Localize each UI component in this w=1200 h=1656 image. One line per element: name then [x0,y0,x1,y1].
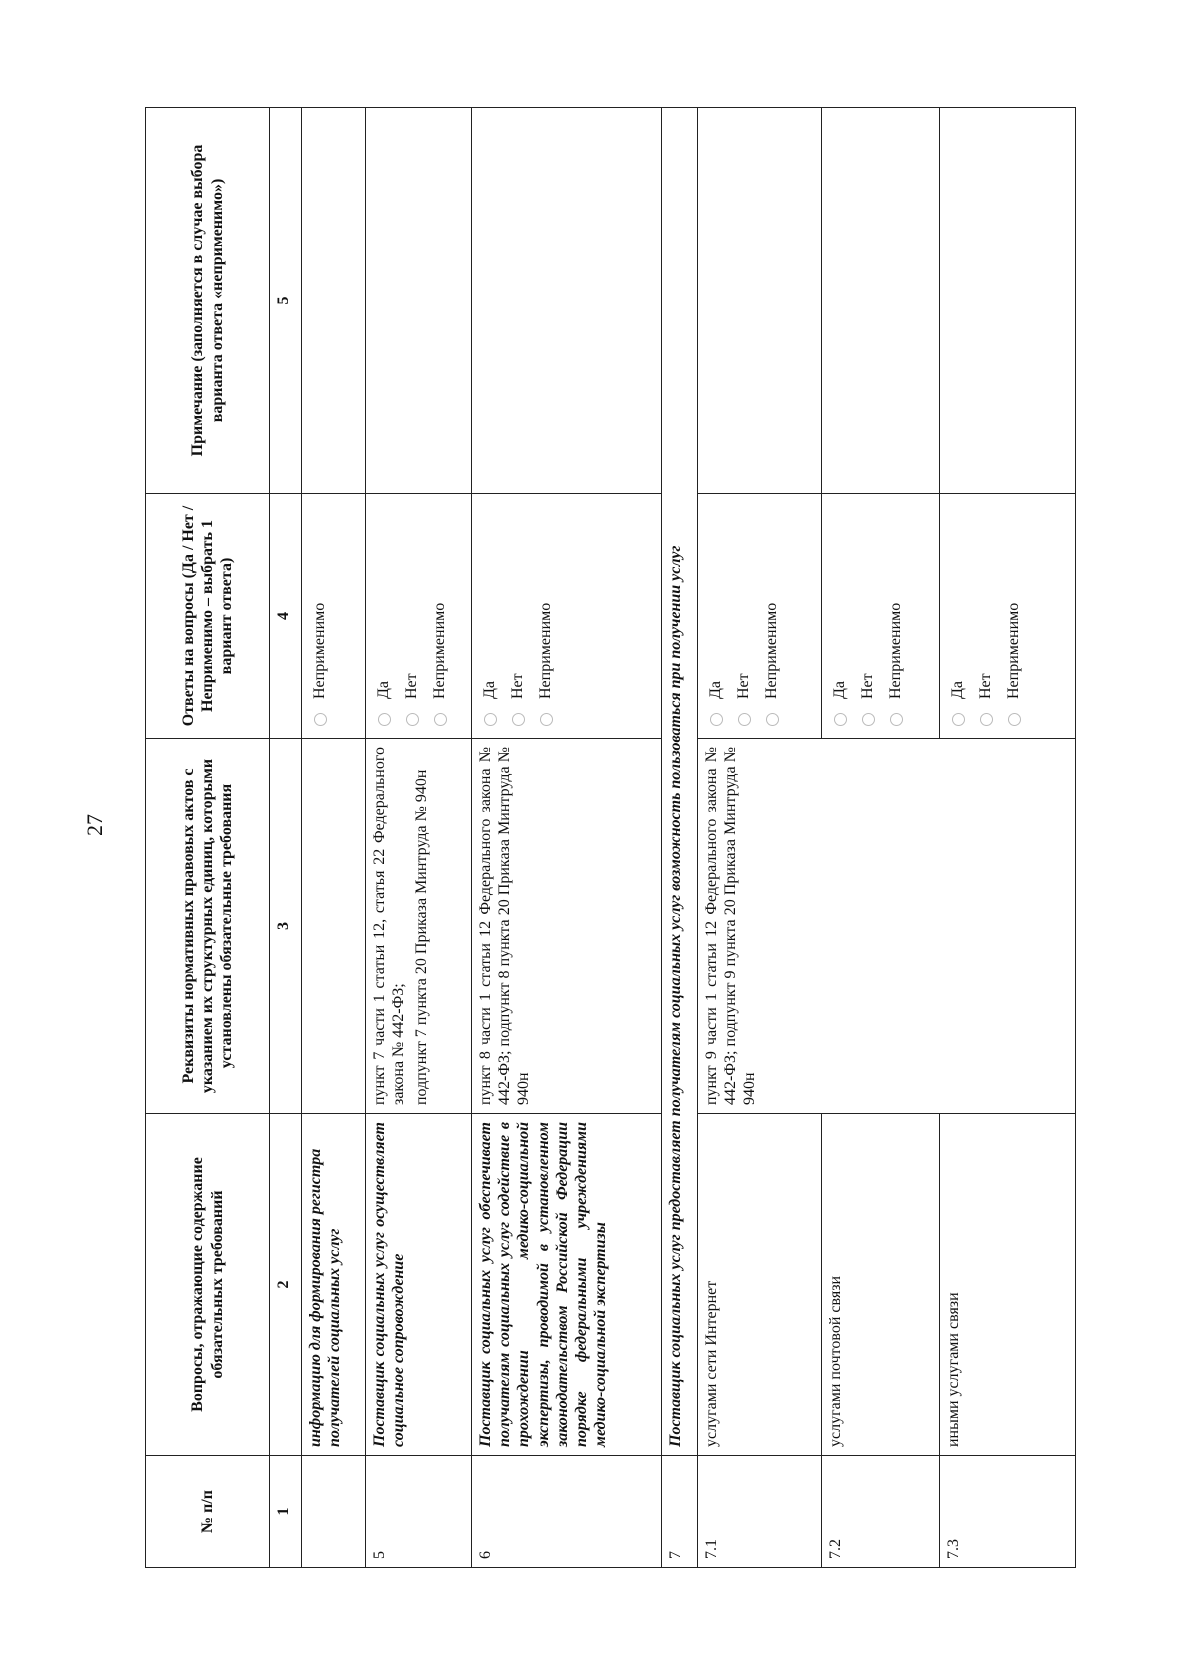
reference-text: пункт 9 части 1 статьи 12 Федерального закона № 442-ФЗ; подпункт 9 пункта 20 Приказа Минтруда № 940н [698,739,1076,1114]
answer-option[interactable] [504,502,532,726]
answer-option[interactable] [730,502,758,726]
answer-cell [366,494,472,739]
answer-option[interactable] [1000,502,1028,726]
radio-icon[interactable] [710,713,723,726]
radio-icon[interactable] [378,713,391,726]
reference-text: пункт 8 части 1 статьи 12 Федерального закона № 442-ФЗ; подпункт 8 пункта 20 Приказа Минтруда № 940н [472,739,662,1114]
answer-option[interactable] [532,502,560,726]
column-number: 2 [270,1114,302,1456]
answer-label: Да [375,680,393,699]
table-row [366,108,472,1568]
answer-label: Неприменимо [763,602,781,699]
column-number: 1 [270,1456,302,1568]
radio-icon[interactable] [406,713,419,726]
answer-label: Да [949,680,967,699]
reference-text: подпункт 7 пункта 20 Приказа Минтруда № 940н [413,769,431,1105]
row-number: 7.2 [822,1456,940,1568]
answer-cell [302,494,366,739]
note-cell[interactable] [302,108,366,494]
page-number: 27 [82,814,107,836]
answer-label: Неприменимо [887,602,905,699]
radio-icon[interactable] [952,713,965,726]
answer-label: Нет [403,673,421,699]
column-number-row [270,108,302,1568]
row-number [302,1456,366,1568]
answer-label: Да [481,680,499,699]
column-number: 4 [270,494,302,739]
answer-cell [940,494,1076,739]
answer-option[interactable] [854,502,882,726]
answer-label: Неприменимо [431,602,449,699]
note-cell[interactable] [822,108,940,494]
header-row [146,108,270,1568]
answer-option[interactable] [476,502,504,726]
radio-icon[interactable] [434,713,447,726]
header-questions: Вопросы, отражающие содержание обязательных требований [146,1114,270,1456]
table-row [698,108,822,1568]
note-cell[interactable] [698,108,822,494]
answer-label: Да [831,680,849,699]
note-cell[interactable] [940,108,1076,494]
section-text-part: Поставщик социальных услуг [667,1230,684,1447]
row-number: 7.1 [698,1456,822,1568]
question-text: услугами почтовой связи [822,1114,940,1456]
answer-option[interactable] [398,502,426,726]
rotated-sheet [145,108,1075,1568]
answer-label: Нет [977,673,995,699]
answer-cell [472,494,662,739]
header-number: № п/п [146,1456,270,1568]
requirements-table [145,107,1076,1568]
header-answers: Ответы на вопросы (Да / Нет / Неприменимо – выбрать 1 вариант ответа) [146,494,270,739]
answer-cell [698,494,822,739]
question-text: услугами сети Интернет [698,1114,822,1456]
radio-icon[interactable] [512,713,525,726]
column-number: 3 [270,739,302,1114]
answer-label: Нет [859,673,877,699]
answer-label: Да [707,680,725,699]
answer-option[interactable] [944,502,972,726]
radio-icon[interactable] [834,713,847,726]
radio-icon[interactable] [766,713,779,726]
answer-label: Неприменимо [1005,602,1023,699]
answer-option[interactable] [426,502,454,726]
column-number: 5 [270,108,302,494]
question-text: иными услугами связи [940,1114,1076,1456]
radio-icon[interactable] [484,713,497,726]
table-row [302,108,366,1568]
answer-option[interactable] [758,502,786,726]
reference-cell [366,739,472,1114]
section-row [662,108,698,1568]
reference-text: пункт 7 части 1 статьи 12, статья 22 Федерального закона № 442-ФЗ; [371,747,408,1105]
answer-label: Нет [735,673,753,699]
header-references: Реквизиты нормативных правовых актов с указанием их структурных единиц, которыми установлены обязательные требования [146,739,270,1114]
radio-icon[interactable] [862,713,875,726]
reference-cell [302,739,366,1114]
note-cell[interactable] [366,108,472,494]
answer-option[interactable] [882,502,910,726]
radio-icon[interactable] [890,713,903,726]
answer-option[interactable] [826,502,854,726]
answer-option[interactable] [702,502,730,726]
question-text: информацию для формирования регистра получателей социальных услуг [302,1114,366,1456]
row-number: 7.3 [940,1456,1076,1568]
row-number: 6 [472,1456,662,1568]
radio-icon[interactable] [540,713,553,726]
answer-cell [822,494,940,739]
answer-label: Неприменимо [537,602,555,699]
radio-icon[interactable] [314,713,327,726]
note-cell[interactable] [472,108,662,494]
section-text-part: предоставляет получателям социальных услуг возможность пользоваться при получении услуг [667,545,684,1231]
radio-icon[interactable] [1008,713,1021,726]
question-text: Поставщик социальных услуг осуществляет социальное сопровождение [366,1114,472,1456]
answer-label: Неприменимо [311,602,329,699]
radio-icon[interactable] [738,713,751,726]
question-text: Поставщик социальных услуг обеспечивает получателям социальных услуг содействие в прохождении медико-социальной экспертизы, проводимой в установленном законодательством Российской Федерации порядке федеральными учреждениями медико-социальной экспертизы [472,1114,662,1456]
answer-option[interactable] [370,502,398,726]
row-number: 5 [366,1456,472,1568]
header-notes: Примечание (заполняется в случае выбора варианта ответа «неприменимо») [146,108,270,494]
row-number: 7 [662,1456,698,1568]
answer-option[interactable] [306,502,334,726]
answer-option[interactable] [972,502,1000,726]
radio-icon[interactable] [980,713,993,726]
table-row [472,108,662,1568]
answer-label: Нет [509,673,527,699]
section-text [662,108,698,1456]
